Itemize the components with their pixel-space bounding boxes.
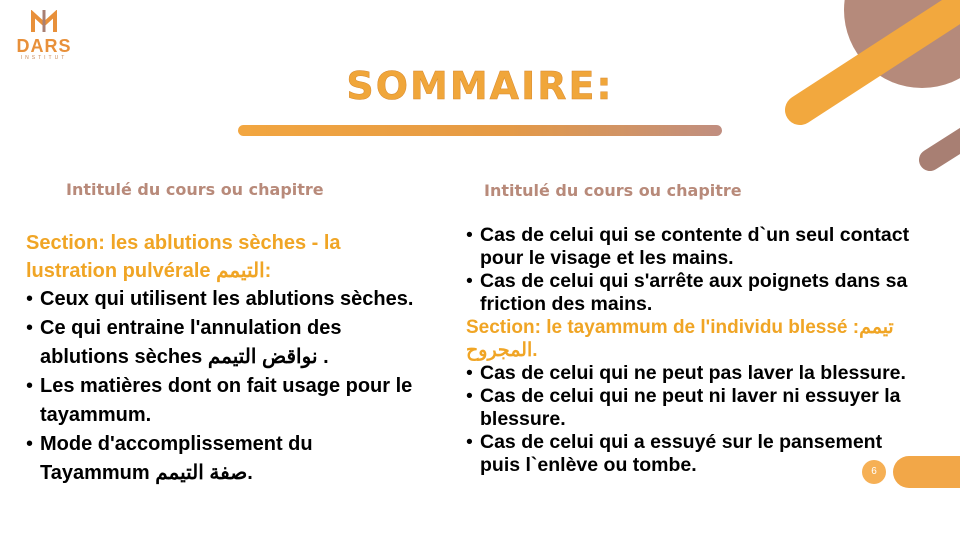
list-item: • Cas de celui qui se contente d`un seul contact pour le visage et les mains.: [466, 224, 926, 270]
logo-text: DARS: [16, 36, 72, 56]
list-item: • Mode d'accomplissement du Tayammum صفة التيمم.: [26, 430, 418, 488]
list-item: • Les matières dont on fait usage pour le tayammum.: [26, 372, 418, 430]
right-section-title: Section: le tayammum de l'individu blessé :تيمم المجروح.: [466, 317, 894, 361]
page-title: SOMMAIRE:: [346, 64, 614, 108]
list-item: • Cas de celui qui ne peut ni laver ni essuyer la blessure.: [466, 385, 926, 431]
left-item-list: [26, 285, 418, 488]
logo: [14, 10, 74, 61]
left-column-heading: Intitulé du cours ou chapitre: [66, 180, 324, 199]
list-item: • Cas de celui qui a essuyé sur le pansement puis l`enlève ou tombe.: [466, 431, 926, 477]
logo-mark-icon: [29, 10, 59, 34]
right-item-list-b: [466, 362, 926, 477]
left-section-title: Section: les ablutions sèches - la lustration pulvérale التيمم:: [26, 232, 341, 282]
right-item-list-a: [466, 224, 926, 316]
title-underline: [238, 125, 722, 136]
left-column: [26, 229, 418, 488]
page-number: 6: [862, 460, 886, 484]
right-column: [466, 224, 926, 477]
page-number-tab: [893, 456, 960, 488]
logo-subtext: INSTITUT: [20, 55, 68, 61]
right-column-heading: Intitulé du cours ou chapitre: [484, 181, 742, 200]
list-item: • Cas de celui qui ne peut pas laver la blessure.: [466, 362, 926, 385]
list-item: • Ce qui entraine l'annulation des ablutions sèches نواقض التيمم .: [26, 314, 418, 372]
list-item: • Ceux qui utilisent les ablutions sèches.: [26, 285, 418, 314]
list-item: • Cas de celui qui s'arrête aux poignets dans sa friction des mains.: [466, 270, 926, 316]
decor-stripe-brown: [930, 125, 960, 160]
